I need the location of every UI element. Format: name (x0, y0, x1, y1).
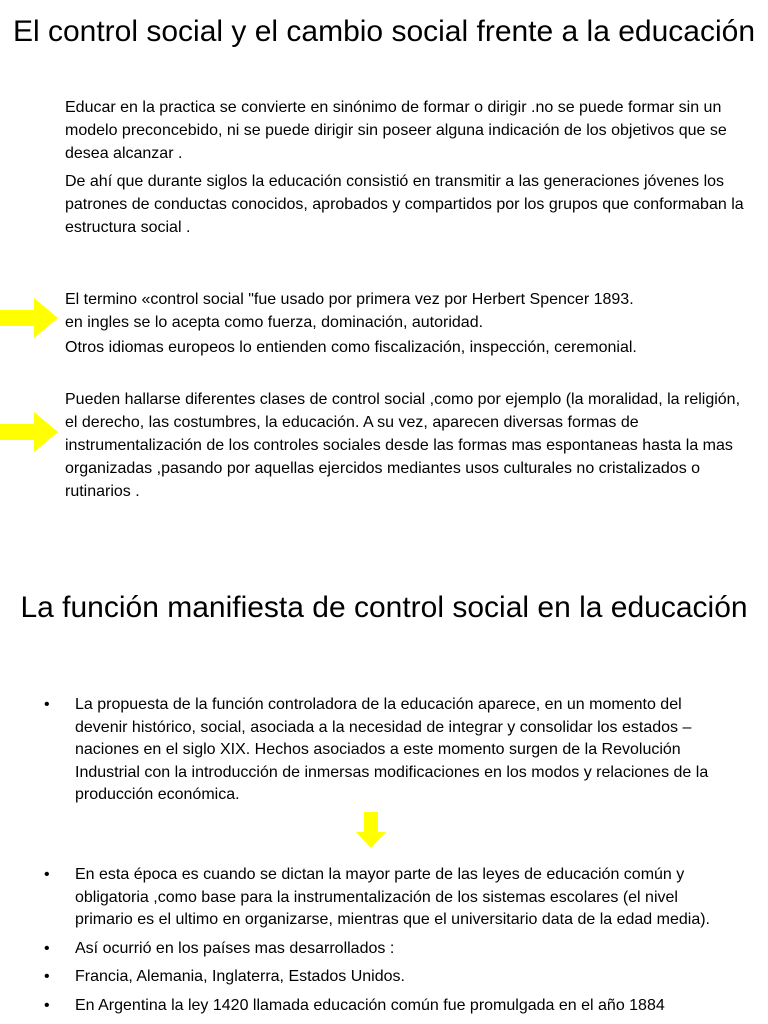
bullet-text: En Argentina la ley 1420 llamada educación común fue promulgada en el año 1884 (75, 996, 665, 1014)
section-title: La función manifiesta de control social en la educación (20, 591, 748, 624)
bullet-dot: • (44, 866, 50, 883)
bullet-item (0, 966, 768, 989)
bullet-item (0, 995, 768, 1018)
bullet-dot: • (44, 968, 50, 985)
bullet-text: Así ocurrió en los países mas desarrollados : (75, 939, 395, 957)
paragraph-types: Pueden hallarse diferentes clases de control social ,como por ejemplo (la moralidad, la religión, el derecho, las costumbres, la educación. A su vez, aparecen diversas formas de instrumentalización de los controles sociales desde las formas mas espontaneas hasta la mas organizadas ,pasando por aquellas ejercidos mediantes usos culturales no cristalizados o rutinarios . (65, 391, 741, 500)
paragraph-spencer-line2: en ingles se lo acepta como fuerza, dominación, autoridad. (65, 314, 484, 331)
arrow-right-icon (0, 298, 58, 338)
bullet-dot: • (44, 996, 50, 1014)
bullet-dot: • (44, 939, 50, 957)
section-title: El control social y el cambio social frente a la educación (12, 15, 756, 48)
bullet-item (0, 694, 768, 807)
paragraph-european: Otros idiomas europeos lo entienden como fiscalización, inspección, ceremonial. (65, 339, 637, 356)
bullet-list (0, 864, 768, 1023)
arrow-right-icon (0, 412, 58, 452)
bullet-text: Francia, Alemania, Inglaterra, Estados Unidos. (75, 968, 405, 985)
paragraph-history: De ahí que durante siglos la educación consistió en transmitir a las generaciones jóvenes los patrones de conductas conocidos, aprobados y compartidos por los grupos que conformaban la estructura social . (65, 173, 744, 236)
arrow-down-icon (356, 812, 386, 848)
paragraph-spencer-line1: El termino «control social "fue usado por primera vez por Herbert Spencer 1893. (65, 291, 634, 308)
bullet-item (0, 864, 768, 932)
bullet-item (0, 938, 768, 961)
paragraph-spencer (65, 288, 745, 334)
paragraph-definition: Educar en la practica se convierte en sinónimo de formar o dirigir .no se puede formar sin un modelo preconcebido, ni se puede dirigir sin poseer alguna indicación de los objetivos que se desea alcanzar . (65, 99, 727, 162)
bullet-text: La propuesta de la función controladora de la educación aparece, en un momento del devenir histórico, social, asociada a la necesidad de integrar y consolidar los estados –naciones en el siglo XIX. Hechos asociados a este momento surgen de la Revolución Industrial con la introducción de inmersas modificaciones en los modos y relaciones de la producción económica. (75, 696, 709, 803)
bullet-dot: • (44, 696, 50, 713)
bullet-list (0, 694, 768, 813)
bullet-text: En esta época es cuando se dictan la mayor parte de las leyes de educación común y obligatoria ,como base para la instrumentalización de los sistemas escolares (el nivel primario es el ultimo en organizarse, mientras que el universitario data de la edad media). (75, 866, 710, 928)
